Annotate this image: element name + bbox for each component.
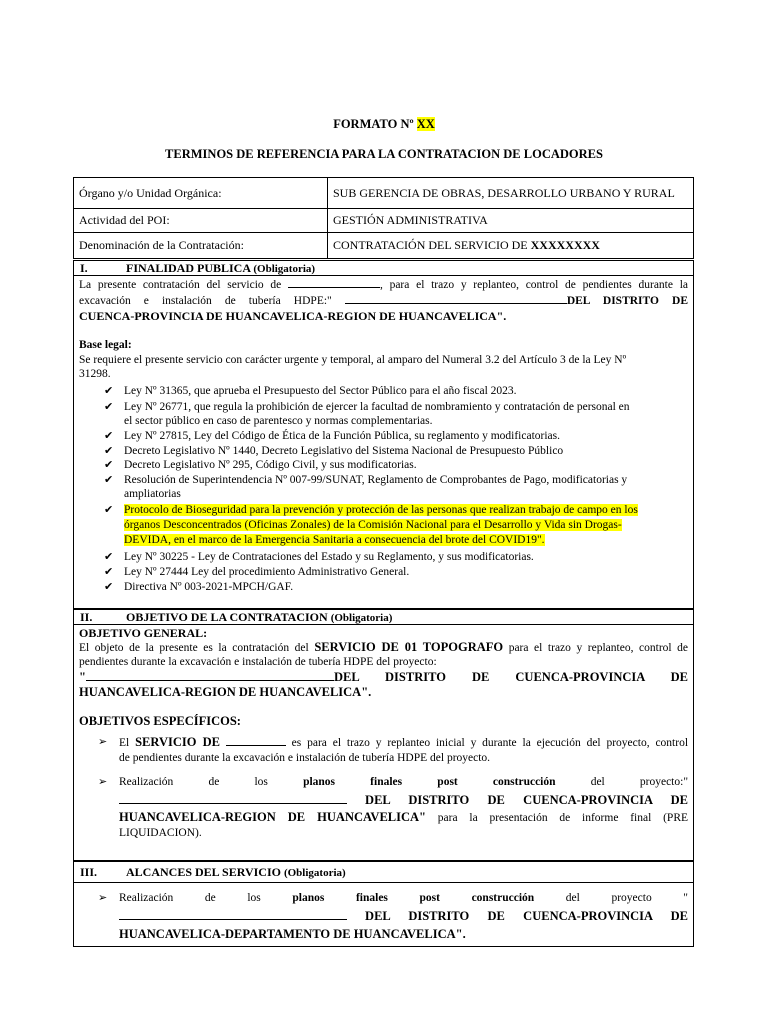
base-legal-title: Base legal: [79, 339, 132, 351]
list-item: Resolución de Superintendencia Nº 007-99/SUNAT, Reglamento de Comprobantes de Pago, modificatorias y [124, 474, 628, 486]
arrow-bullet-icon: ➢ [98, 735, 108, 748]
section-2-header: II. OBJETIVO DE LA CONTRATACION (Obligatoria) [73, 609, 694, 625]
list-item: Ley Nº 31365, que aprueba el Presupuesto del Sector Público para el año fiscal 2023. [124, 385, 517, 397]
list-item: Directiva Nº 003-2021-MPCH/GAF. [124, 581, 294, 593]
arrow-bullet-icon: ➢ [98, 891, 108, 904]
list-item: Ley Nº 26771, que regula la prohibición de ejercer la facultad de nombramiento y contratación de personal en [124, 401, 630, 413]
table-row: Denominación de la Contratación: CONTRATACIÓN DEL SERVICIO DE XXXXXXXX [74, 233, 694, 259]
checkmark-icon: ✔ [104, 444, 114, 457]
checkmark-icon: ✔ [104, 458, 114, 471]
list-item: Decreto Legislativo Nº 295, Código Civil, y sus modificatorias. [124, 459, 417, 471]
checkmark-icon: ✔ [104, 565, 114, 578]
objective-general-title: OBJETIVO GENERAL: [79, 626, 208, 640]
list-item: Decreto Legislativo Nº 1440, Decreto Legislativo del Sistema Nacional de Presupuesto Público [124, 445, 564, 457]
table-row: Actividad del POI: GESTIÓN ADMINISTRATIVA [74, 209, 694, 233]
arrow-bullet-icon: ➢ [98, 775, 108, 788]
list-item: Ley Nº 30225 - Ley de Contrataciones del Estado y su Reglamento, y sus modificatorias. [124, 551, 534, 563]
checkmark-icon: ✔ [104, 503, 114, 516]
section-1-header: I. FINALIDAD PUBLICA (Obligatoria) [73, 260, 694, 276]
info-table [73, 177, 694, 259]
document-title: TERMINOS DE REFERENCIA PARA LA CONTRATACION DE LOCADORES [165, 147, 603, 161]
checkmark-icon: ✔ [104, 429, 114, 442]
checkmark-icon: ✔ [104, 550, 114, 563]
checkmark-icon: ✔ [104, 580, 114, 593]
checkmark-icon: ✔ [104, 384, 114, 397]
list-item-highlighted: Protocolo de Bioseguridad para la prevención y protección de las personas que realizan trabajo de campo en los [124, 504, 638, 516]
list-item: Ley Nº 27444 Ley del procedimiento Administrativo General. [124, 566, 410, 578]
section-3-header: III. ALCANCES DEL SERVICIO (Obligatoria) [73, 861, 694, 883]
objective-specific-title: OBJETIVOS ESPECÍFICOS: [79, 714, 241, 728]
format-number: XX [416, 117, 435, 131]
checkmark-icon: ✔ [104, 400, 114, 413]
table-row: Órgano y/o Unidad Orgánica: SUB GERENCIA DE OBRAS, DESARROLLO URBANO Y RURAL [74, 178, 694, 209]
checkmark-icon: ✔ [104, 473, 114, 486]
list-item: Ley Nº 27815, Ley del Código de Ética de la Función Pública, su reglamento y modificatorias. [124, 430, 560, 442]
format-title: FORMATO Nº XX [333, 117, 435, 131]
